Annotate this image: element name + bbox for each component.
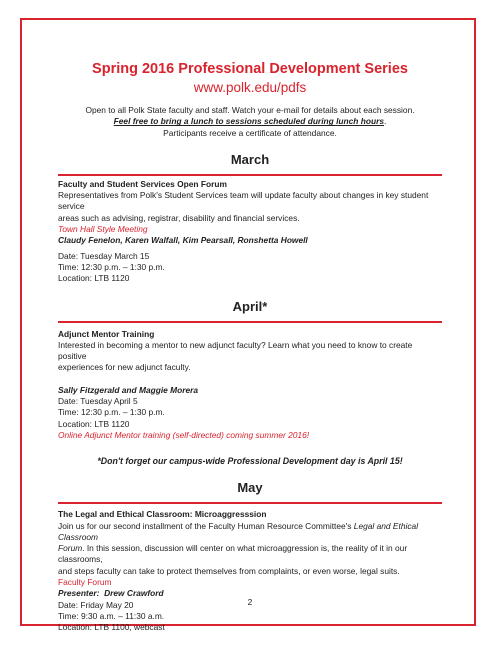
april-section (58, 299, 442, 442)
may-location: Location: LTB 1100, webcast (58, 622, 165, 633)
lunch-note: Feel free to bring a lunch to sessions scheduled during lunch hours (113, 116, 385, 127)
march-format: Town Hall Style Meeting (58, 224, 148, 235)
march-presenters: Claudy Fenelon, Karen Walfall, Kim Pearsall, Ronshetta Howell (58, 235, 308, 246)
march-section (58, 152, 442, 285)
april-location: Location: LTB 1120 (58, 418, 130, 429)
page-title: Spring 2016 Professional Development Series (92, 61, 408, 77)
march-date: Date: Tuesday March 15 (58, 250, 150, 261)
april-desc-line-2: experiences for new adjunct faculty. (58, 362, 191, 373)
april-time: Time: 12:30 p.m. – 1:30 p.m. (58, 407, 165, 418)
pd-day-reminder: *Don't forget our campus-wide Professional Development day is April 15! (97, 456, 403, 467)
may-event-title: The Legal and Ethical Classroom: Microaggresssion (58, 509, 267, 520)
may-section (58, 480, 442, 633)
march-desc-line-1: Representatives from Polk's Student Services team will update faculty about changes in key student service (58, 190, 429, 212)
may-heading: May (58, 480, 442, 504)
may-format: Faculty Forum (58, 577, 112, 588)
april-desc-line-1: Interested in becoming a mentor to new adjunct faculty? Learn what you need to know to create positive (58, 339, 413, 362)
march-desc-line-2: areas such as advising, registrar, disability and financial services. (58, 212, 300, 223)
may-desc-line-3: and steps faculty can take to protect themselves from complaints, or even worse, legal suits. (58, 565, 400, 576)
april-date: Date: Tuesday April 5 (58, 396, 138, 407)
presenter-label: Presenter: (58, 588, 100, 599)
march-time: Time: 12:30 p.m. – 1:30 p.m. (58, 261, 165, 272)
may-time: Time: 9:30 a.m. – 11:30 a.m. (58, 610, 165, 621)
may-desc-line-1: Join us for our second installment of the Faculty Human Resource Committee's Legal and Ethical Classroom (58, 520, 419, 542)
intro-line-1: Open to all Polk State faculty and staff. Watch your e-mail for details about each session. (85, 105, 415, 115)
page-number: 2 (247, 597, 253, 607)
april-presenters: Sally Fitzgerald and Maggie Morera (58, 384, 199, 395)
series-url: www.polk.edu/pdfs (193, 80, 307, 95)
may-desc-line-2: Forum. In this session, discussion will center on what microaggression is, the reality of it in our classrooms, (58, 543, 408, 565)
may-date: Date: Friday May 20 (58, 599, 134, 610)
presenter-name: Drew Crawford (104, 588, 164, 599)
intro-line-3: Participants receive a certificate of attendance. (163, 127, 337, 138)
april-heading: April* (58, 299, 442, 323)
april-event-title: Adjunct Mentor Training (58, 328, 155, 339)
intro-line-2: Feel free to bring a lunch to sessions scheduled during lunch hours. (113, 116, 387, 127)
march-event-title: Faculty and Student Services Open Forum (58, 178, 227, 189)
march-heading: March (58, 152, 442, 176)
april-online-note: Online Adjunct Mentor training (self-directed) coming summer 2016! (58, 429, 310, 440)
march-location: Location: LTB 1120 (58, 273, 130, 284)
flyer-content (58, 60, 442, 634)
intro-text (58, 105, 442, 139)
